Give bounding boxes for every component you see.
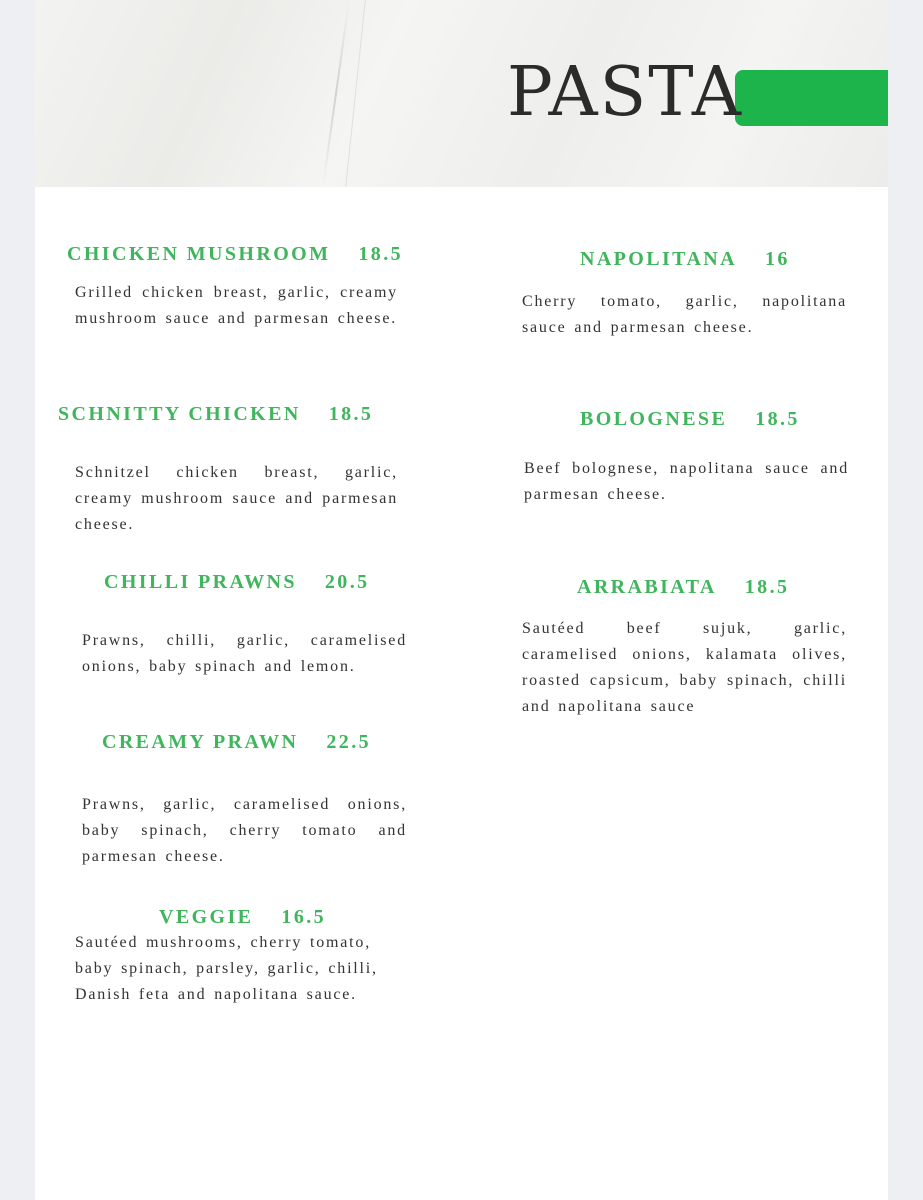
paper-crease-secondary: [345, 0, 366, 187]
item-name-text: ARRABIATA: [577, 576, 717, 598]
item-name-text: VEGGIE: [159, 906, 254, 928]
item-price: 18.5: [744, 576, 790, 598]
menu-item-name: [102, 730, 371, 754]
item-name-text: CHICKEN MUSHROOM: [67, 243, 331, 265]
menu-item-description: Prawns, chilli, garlic, caramelised onions, baby spinach and lemon.: [82, 632, 407, 675]
menu-item-description: Sautéed mushrooms, cherry tomato, baby spinach, parsley, garlic, chilli, Danish feta and napolitana sauce.: [75, 934, 378, 1003]
item-price: 18.5: [755, 408, 800, 430]
item-price: 16: [764, 248, 790, 270]
menu-item-name: [58, 402, 373, 426]
menu-item-description: Schnitzel chicken breast, garlic, creamy mushroom sauce and parmesan cheese.: [75, 464, 398, 533]
header-band: [35, 0, 888, 187]
item-name-text: SCHNITTY CHICKEN: [58, 403, 301, 425]
item-price: 22.5: [326, 731, 371, 753]
menu-item-name: [67, 242, 403, 266]
item-name-text: NAPOLITANA: [580, 248, 737, 270]
menu-item-description: Prawns, garlic, caramelised onions, baby spinach, cherry tomato and parmesan cheese.: [82, 796, 407, 865]
menu-item-name: [580, 407, 800, 431]
item-price: 18.5: [328, 403, 374, 425]
item-price: 18.5: [358, 243, 404, 265]
item-price: 20.5: [324, 571, 370, 593]
item-name-text: CHILLI PRAWNS: [104, 571, 297, 593]
menu-item-description: Grilled chicken breast, garlic, creamy mushroom sauce and parmesan cheese.: [75, 284, 398, 327]
page-title: PASTA: [507, 53, 743, 132]
menu-item-name: [104, 570, 370, 594]
menu-item-description: Cherry tomato, garlic, napolitana sauce and parmesan cheese.: [522, 293, 847, 336]
paper-crease: [322, 0, 350, 187]
menu-item-name: [577, 575, 789, 599]
menu-item-name: [159, 905, 326, 929]
item-price: 16.5: [281, 906, 327, 928]
menu-item-description: Sautéed beef sujuk, garlic, caramelised onions, kalamata olives, roasted capsicum, baby spinach, chilli and napolitana sauce: [522, 620, 847, 715]
item-name-text: BOLOGNESE: [580, 408, 728, 430]
title-accent-bar: [735, 70, 888, 126]
item-name-text: CREAMY PRAWN: [102, 731, 299, 753]
menu-page: [35, 0, 888, 1200]
menu-item-description: Beef bolognese, napolitana sauce and parmesan cheese.: [524, 460, 849, 503]
menu-item-name: [580, 247, 790, 271]
